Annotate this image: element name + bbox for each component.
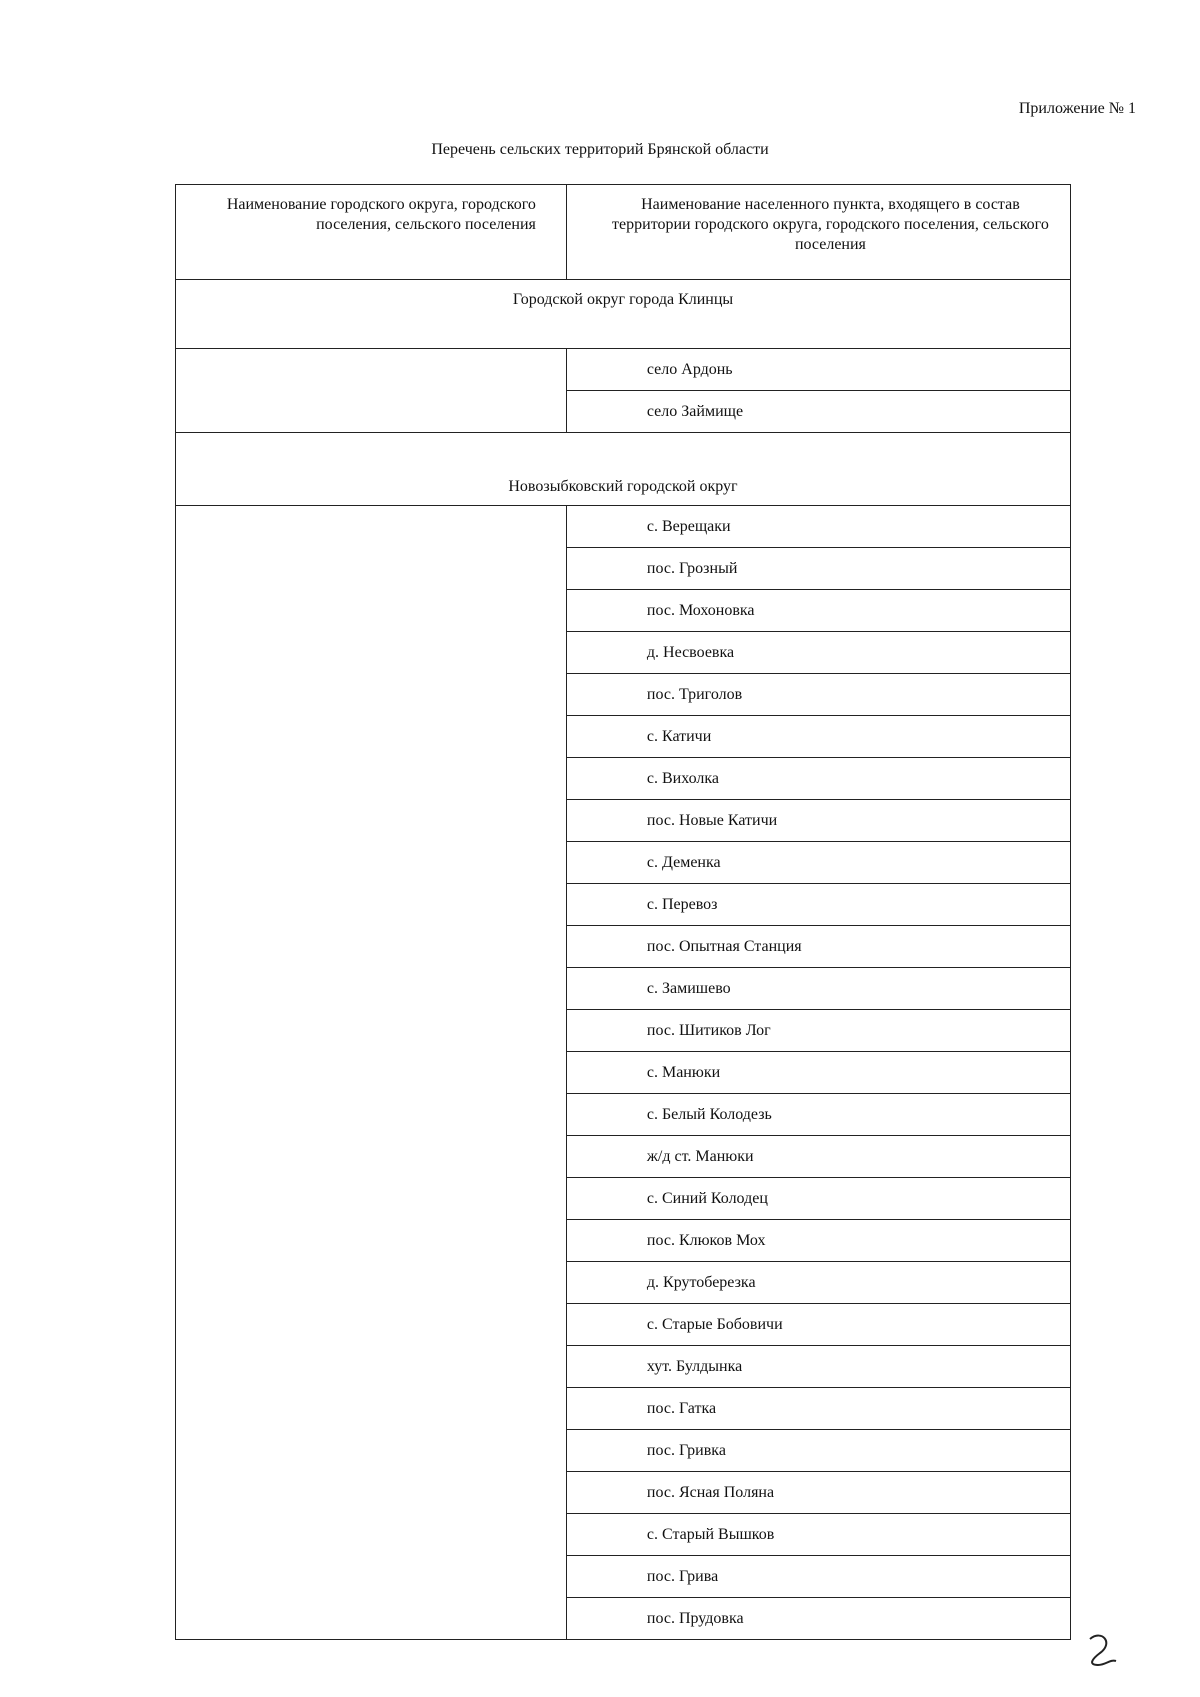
district-row: [176, 433, 1071, 506]
settlement-name: с. Катичи: [566, 716, 1070, 758]
settlements-table: [175, 184, 1071, 1640]
settlement-name: д. Крутоберезка: [566, 1262, 1070, 1304]
district-row: [176, 280, 1071, 349]
settlement-name: пос. Новые Катичи: [566, 800, 1070, 842]
empty-district-cell: [176, 506, 567, 1640]
settlement-name: с. Старые Бобовичи: [566, 1304, 1070, 1346]
settlement-name: хут. Булдынка: [566, 1346, 1070, 1388]
settlement-name: пос. Мохоновка: [566, 590, 1070, 632]
district-name: Новозыбковский городской округ: [176, 433, 1071, 506]
settlement-name: пос. Гривка: [566, 1430, 1070, 1472]
settlement-name: ж/д ст. Манюки: [566, 1136, 1070, 1178]
settlement-name: с. Деменка: [566, 842, 1070, 884]
settlement-name: пос. Гатка: [566, 1388, 1070, 1430]
document-title: Перечень сельских территорий Брянской области: [431, 141, 769, 158]
settlement-name: с. Перевоз: [566, 884, 1070, 926]
settlement-name: село Займище: [566, 391, 1070, 433]
handwritten-signature: [1070, 1629, 1130, 1669]
settlement-row: [176, 349, 1071, 391]
settlement-name: с. Верещаки: [566, 506, 1070, 548]
settlement-name: с. Манюки: [566, 1052, 1070, 1094]
settlement-name: пос. Опытная Станция: [566, 926, 1070, 968]
settlement-row: [176, 506, 1071, 548]
settlement-name: пос. Прудовка: [566, 1598, 1070, 1640]
settlement-name: с. Вихолка: [566, 758, 1070, 800]
table-header-row: [176, 185, 1071, 280]
settlement-name: пос. Шитиков Лог: [566, 1010, 1070, 1052]
settlement-name: с. Замишево: [566, 968, 1070, 1010]
settlement-name: пос. Клюков Мох: [566, 1220, 1070, 1262]
settlement-name: д. Несвоевка: [566, 632, 1070, 674]
empty-district-cell: [176, 349, 567, 433]
column-header-district: Наименование городского округа, городского поселения, сельского поселения: [176, 185, 567, 280]
settlement-name: с. Синий Колодец: [566, 1178, 1070, 1220]
settlement-name: с. Старый Вышков: [566, 1514, 1070, 1556]
district-name: Городской округ города Клинцы: [176, 280, 1071, 349]
settlement-name: пос. Грива: [566, 1556, 1070, 1598]
settlement-name: пос. Грозный: [566, 548, 1070, 590]
settlement-name: пос. Ясная Поляна: [566, 1472, 1070, 1514]
settlement-name: с. Белый Колодезь: [566, 1094, 1070, 1136]
settlement-name: село Ардонь: [566, 349, 1070, 391]
column-header-settlement: Наименование населенного пункта, входящего в состав территории городского округа, городского поселения, сельского поселения: [566, 185, 1070, 280]
appendix-label: Приложение № 1: [1018, 100, 1136, 117]
settlement-name: пос. Триголов: [566, 674, 1070, 716]
